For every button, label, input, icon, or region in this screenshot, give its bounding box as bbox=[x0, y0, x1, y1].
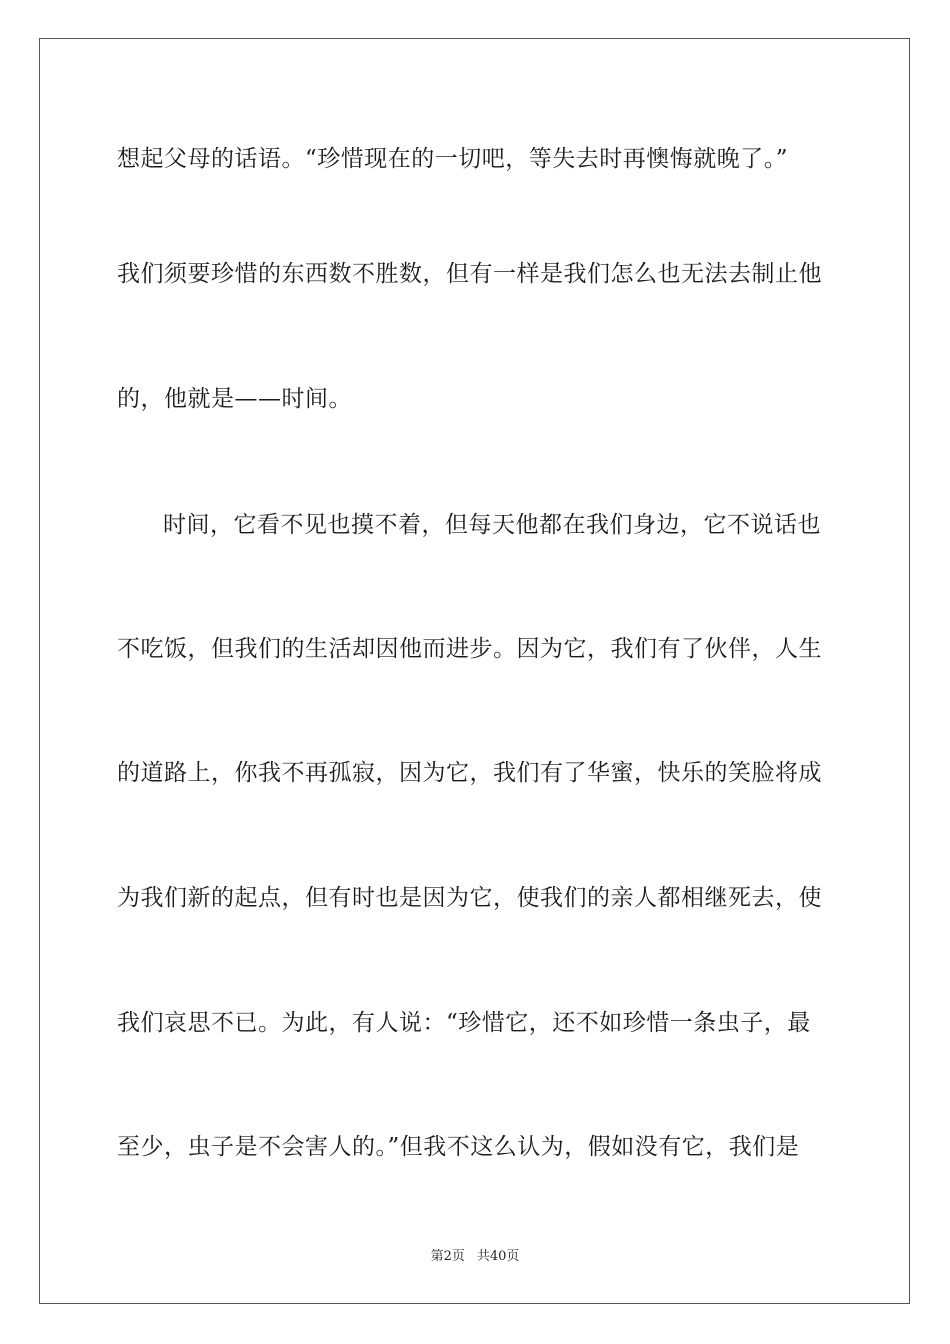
body-line-3: 的，他就是——时间。 bbox=[117, 386, 352, 412]
page-number: 第2页 bbox=[430, 1249, 465, 1264]
body-line-9: 至少，虫子是不会害人的。”但我不这么认为，假如没有它，我们是 bbox=[117, 1134, 800, 1160]
body-line-1: 想起父母的话语。“珍惜现在的一切吧，等失去时再懊悔就晚了。” bbox=[117, 146, 789, 172]
body-line-7: 为我们新的起点，但有时也是因为它，使我们的亲人都相继死去，使 bbox=[117, 885, 822, 911]
page-border bbox=[39, 38, 910, 1304]
page-footer bbox=[0, 1248, 950, 1266]
body-line-8: 我们哀思不已。为此，有人说：“珍惜它，还不如珍惜一条虫子，最 bbox=[117, 1010, 811, 1036]
body-line-5: 不吃饭，但我们的生活却因他而进步。因为它，我们有了伙伴，人生 bbox=[117, 636, 822, 662]
page-total: 共40页 bbox=[476, 1249, 520, 1264]
body-line-4: 时间，它看不见也摸不着，但每天他都在我们身边，它不说话也 bbox=[163, 512, 821, 538]
body-line-2: 我们须要珍惜的东西数不胜数，但有一样是我们怎么也无法去制止他 bbox=[117, 261, 822, 287]
body-line-6: 的道路上，你我不再孤寂，因为它，我们有了华蜜，快乐的笑脸将成 bbox=[117, 760, 822, 786]
